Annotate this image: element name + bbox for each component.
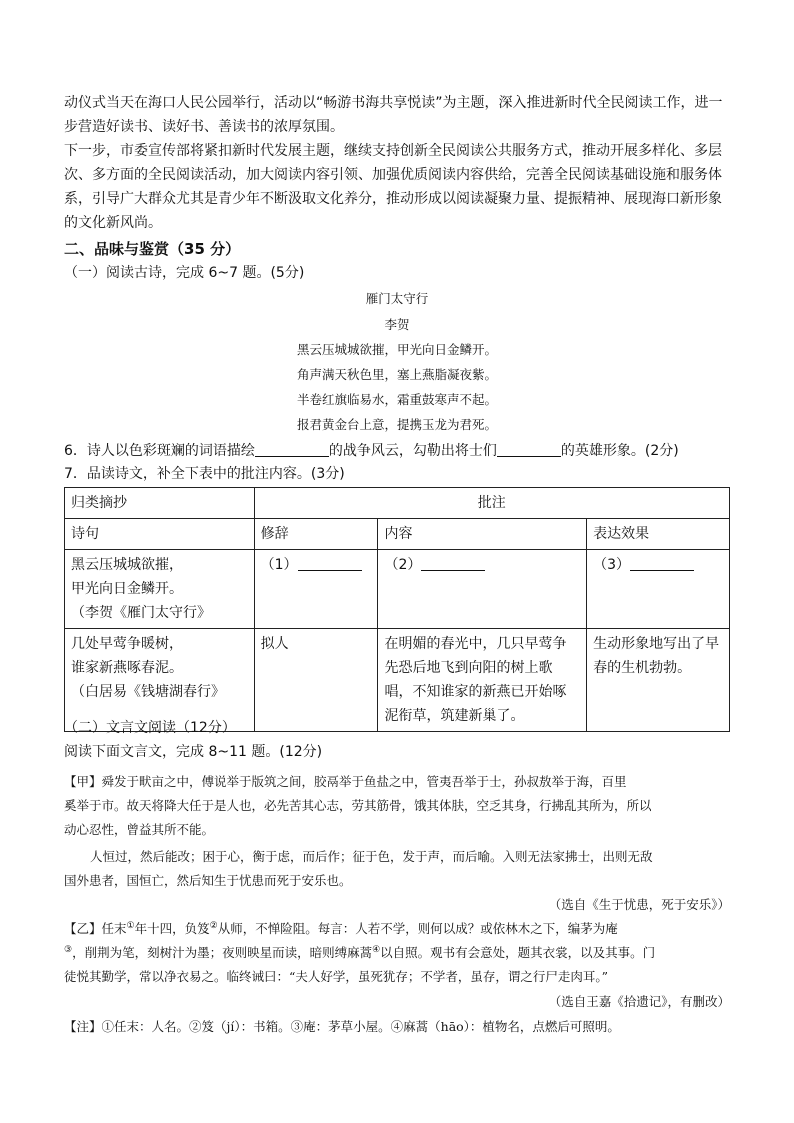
- yi-line-3: 徒悦其勤学，常以净衣易之。临终诫曰：“夫人好学，虽死犹存；不学者，虽存，谓之行尸走肉耳。”: [64, 969, 609, 984]
- col-poem-header: 诗句: [65, 519, 255, 550]
- jia-para2-line-2: 国外患者，国恒亡，然后知生于忧患而死于安乐也。: [64, 873, 352, 888]
- row2-content: 在明媚的春光中，几只早莺争先恐后地飞到向阳的树上歌唱，不知谁家的新燕已开始啄泥衔草，筑建新巢了。: [378, 629, 587, 732]
- row2-poem-source: （白居易《钱塘湖春行》: [71, 684, 225, 700]
- intro-line-1: 动仪式当天在海口人民公园举行，活动以“畅游书海共享悦读”为主题，深入推进新时代全民阅读工作，进一: [64, 95, 723, 111]
- notes: 【注】①任末：人名。②笈（jí）：书箱。③庵：茅草小屋。④麻蒿（hāo）：植物名，点燃后可照明。: [64, 1019, 620, 1034]
- col-content-header: 内容: [378, 519, 587, 550]
- table-head-left: 归类摘抄: [65, 488, 255, 519]
- row2-effect: 生动形象地写出了早春的生机勃勃。: [587, 629, 730, 732]
- jia-para2-line-1: 人恒过，然后能改；困于心，衡于虑，而后作；征于色，发于声，而后喻。入则无法家拂士，出则无敌: [90, 849, 653, 864]
- col-effect-header: 表达效果: [587, 519, 730, 550]
- question-6-part-b: 的战争风云，勾勒出将士们: [328, 443, 497, 459]
- table-row: [65, 550, 730, 629]
- section-2-title: 二、品味与鉴赏（35 分）: [64, 240, 241, 258]
- poem-line-2: 角声满天秋色里，塞上燕脂凝夜紫。: [296, 367, 497, 382]
- poem-line-1: 黑云压城城欲摧，甲光向日金鳞开。: [296, 342, 497, 357]
- poem-title: 雁门太守行: [365, 291, 429, 306]
- jia-line-3: 动心忍性，曾益其所不能。: [64, 822, 215, 837]
- yi-line-2: ③，削荆为笔，刻树汁为墨；夜则映星而读，暗则缚麻蒿④以自照。观书有会意处，题其衣裳，以及其事。门: [64, 944, 656, 960]
- intro-para2-line-1: 下一步，市委宣传部将紧扣新时代发展主题，继续支持创新全民阅读公共服务方式，推动开展多样化、多层: [64, 143, 722, 159]
- question-6: [64, 439, 730, 463]
- row1-rhetoric-blank[interactable]: （1）: [254, 550, 378, 629]
- row2-poem-line-1: 几处早莺争暖树，: [71, 636, 183, 652]
- intro-para2-line-2: 次、多方面的全民阅读活动，加大阅读内容引领、加强优质阅读内容供给，完善全民阅读基础设施和服务体: [64, 167, 722, 183]
- intro-para2-line-3: 系，引导广大群众尤其是青少年不断汲取文化养分，推动形成以阅读凝聚力量、提振精神、展现海口新形象: [64, 191, 722, 207]
- poem-line-3: 半卷红旗临易水，霜重鼓寒声不起。: [296, 392, 497, 407]
- poem-author: 李贺: [384, 317, 410, 332]
- wenyan-instruction: 阅读下面文言文，完成 8~11 题。(12分): [64, 744, 323, 760]
- yi-line-1: 【乙】任末①年十四，负笈②从师，不惮险阻。每言：人若不学，则何以成？或依林木之下，编茅为庵: [64, 920, 618, 936]
- col-rhetoric-header: 修辞: [254, 519, 378, 550]
- poem-part-title: （一）阅读古诗，完成 6~7 题。(5分): [64, 265, 305, 281]
- answer-blank-6a[interactable]: [255, 442, 329, 457]
- row1-content-blank[interactable]: （2）: [378, 550, 587, 629]
- yi-label: 【乙】: [64, 921, 102, 936]
- jia-label: 【甲】: [64, 774, 102, 789]
- annotation-table: [64, 487, 730, 732]
- question-6-part-a: 6．诗人以色彩斑斓的词语描绘: [64, 443, 255, 459]
- row1-poem-line-1: 黑云压城城欲摧，: [71, 557, 183, 573]
- row2-rhetoric: 拟人: [254, 629, 378, 732]
- question-7: 7．品读诗文，补全下表中的批注内容。(3分): [64, 466, 345, 482]
- poem-line-4: 报君黄金台上意，提携玉龙为君死。: [296, 417, 497, 432]
- table-head-right: 批注: [254, 488, 729, 519]
- answer-blank-6b[interactable]: [497, 442, 561, 457]
- wenyan-part-title: （二）文言文阅读（12分）: [64, 720, 236, 736]
- intro-line-2: 步营造好读书、读好书、善读书的浓厚氛围。: [64, 119, 344, 135]
- row1-poem-source: （李贺《雁门太守行》: [71, 605, 211, 621]
- row1-poem: [65, 550, 255, 629]
- jia-line-2: 奚举于市。故天将降大任于是人也，必先苦其心志，劳其筋骨，饿其体肤，空乏其身，行拂乱其所为，所以: [64, 798, 652, 813]
- jia-source: （选自《生于忧患，死于安乐》）: [548, 897, 730, 912]
- jia-line-1: 【甲】舜发于畎亩之中，傅说举于版筑之间，胶鬲举于鱼盐之中，管夷吾举于士，孙叔敖举于海，百里: [64, 774, 627, 789]
- row2-poem-line-2: 谁家新燕啄春泥。: [71, 660, 183, 676]
- intro-para2-line-4: 的文化新风尚。: [64, 215, 162, 231]
- note-label: 【注】: [64, 1019, 102, 1034]
- row1-poem-line-2: 甲光向日金鳞开。: [71, 581, 183, 597]
- yi-source: （选自王嘉《拾遗记》，有删改）: [548, 994, 730, 1009]
- row1-effect-blank[interactable]: （3）: [587, 550, 730, 629]
- question-6-part-c: 的英雄形象。(2分): [560, 443, 679, 459]
